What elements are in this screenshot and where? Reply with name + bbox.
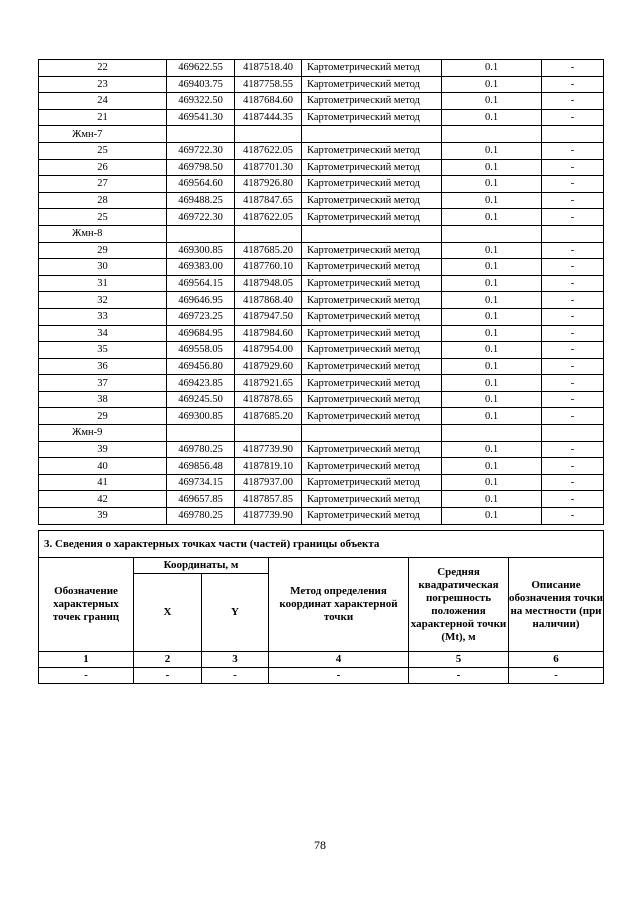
empty-cell [167,425,235,442]
group-label-row [39,126,604,143]
y-coordinate: 4187878.65 [235,391,302,408]
x-coordinate: 469383.00 [167,259,235,276]
method: Картометрический метод [302,474,442,491]
mt-value: 0.1 [442,308,542,325]
value-6: - [509,668,604,684]
value-4: - [269,668,409,684]
mt-value: 0.1 [442,159,542,176]
x-coordinate: 469488.25 [167,192,235,209]
value-2: - [134,668,202,684]
col-number-6: 6 [509,652,604,668]
point-id: 29 [39,408,167,425]
y-coordinate: 4187984.60 [235,325,302,342]
method: Картометрический метод [302,408,442,425]
point-id: 21 [39,109,167,126]
col-number-4: 4 [269,652,409,668]
mt-value: 0.1 [442,325,542,342]
header-y: Y [202,574,269,652]
x-coordinate: 469798.50 [167,159,235,176]
col-number-2: 2 [134,652,202,668]
description: - [542,325,604,342]
description: - [542,342,604,359]
x-coordinate: 469657.85 [167,491,235,508]
value-3: - [202,668,269,684]
y-coordinate: 4187948.05 [235,275,302,292]
empty-cell [542,126,604,143]
x-coordinate: 469622.55 [167,60,235,77]
method: Картометрический метод [302,93,442,110]
description: - [542,259,604,276]
point-id: 39 [39,508,167,525]
method: Картометрический метод [302,458,442,475]
method: Картометрический метод [302,60,442,77]
y-coordinate: 4187954.00 [235,342,302,359]
point-id: 24 [39,93,167,110]
method: Картометрический метод [302,275,442,292]
header-x: X [134,574,202,652]
x-coordinate: 469780.25 [167,508,235,525]
table-row [39,142,604,159]
header-description: Описание обозначения точки на местности (при наличии) [509,558,604,652]
mt-value: 0.1 [442,76,542,93]
mt-value: 0.1 [442,93,542,110]
y-coordinate: 4187758.55 [235,76,302,93]
empty-cell [235,225,302,242]
page-number: 78 [314,838,326,852]
y-coordinate: 4187819.10 [235,458,302,475]
description: - [542,508,604,525]
y-coordinate: 4187857.85 [235,491,302,508]
method: Картометрический метод [302,375,442,392]
value-1: - [39,668,134,684]
x-coordinate: 469245.50 [167,391,235,408]
col-number-1: 1 [39,652,134,668]
mt-value: 0.1 [442,142,542,159]
method: Картометрический метод [302,308,442,325]
empty-cell [442,225,542,242]
mt-value: 0.1 [442,375,542,392]
method: Картометрический метод [302,325,442,342]
description: - [542,308,604,325]
point-id: 35 [39,342,167,359]
section3-table [38,530,604,684]
point-id: 26 [39,159,167,176]
empty-cell [167,225,235,242]
mt-value: 0.1 [442,275,542,292]
section3-numbers-row [39,652,604,668]
mt-value: 0.1 [442,391,542,408]
table-row [39,491,604,508]
y-coordinate: 4187701.30 [235,159,302,176]
section3-values-row [39,668,604,684]
header-method: Метод определения координат характерной точки [269,558,409,652]
description: - [542,458,604,475]
y-coordinate: 4187622.05 [235,142,302,159]
method: Картометрический метод [302,292,442,309]
x-coordinate: 469734.15 [167,474,235,491]
description: - [542,109,604,126]
point-id: 38 [39,391,167,408]
coordinates-table-body [39,60,604,525]
x-coordinate: 469723.25 [167,308,235,325]
description: - [542,391,604,408]
x-coordinate: 469856.48 [167,458,235,475]
table-row [39,441,604,458]
point-id: 22 [39,60,167,77]
description: - [542,142,604,159]
point-id: 29 [39,242,167,259]
y-coordinate: 4187685.20 [235,242,302,259]
x-coordinate: 469300.85 [167,242,235,259]
y-coordinate: 4187739.90 [235,508,302,525]
description: - [542,441,604,458]
mt-value: 0.1 [442,408,542,425]
y-coordinate: 4187760.10 [235,259,302,276]
mt-value: 0.1 [442,109,542,126]
table-row [39,259,604,276]
mt-value: 0.1 [442,458,542,475]
value-5: - [409,668,509,684]
description: - [542,76,604,93]
y-coordinate: 4187921.65 [235,375,302,392]
description: - [542,176,604,193]
mt-value: 0.1 [442,209,542,226]
table-row [39,176,604,193]
table-row [39,93,604,110]
group-label: Жмн-7 [39,126,167,143]
point-id: 37 [39,375,167,392]
table-row [39,159,604,176]
point-id: 25 [39,142,167,159]
x-coordinate: 469300.85 [167,408,235,425]
y-coordinate: 4187739.90 [235,441,302,458]
point-id: 39 [39,441,167,458]
description: - [542,209,604,226]
group-label: Жмн-8 [39,225,167,242]
x-coordinate: 469646.95 [167,292,235,309]
empty-cell [542,225,604,242]
empty-cell [442,126,542,143]
mt-value: 0.1 [442,342,542,359]
table-row [39,242,604,259]
empty-cell [302,425,442,442]
description: - [542,275,604,292]
x-coordinate: 469322.50 [167,93,235,110]
x-coordinate: 469456.80 [167,358,235,375]
mt-value: 0.1 [442,176,542,193]
method: Картометрический метод [302,358,442,375]
method: Картометрический метод [302,209,442,226]
method: Картометрический метод [302,176,442,193]
table-row [39,325,604,342]
point-id: 30 [39,259,167,276]
x-coordinate: 469403.75 [167,76,235,93]
description: - [542,292,604,309]
mt-value: 0.1 [442,242,542,259]
description: - [542,60,604,77]
group-label-row [39,425,604,442]
x-coordinate: 469780.25 [167,441,235,458]
point-id: 23 [39,76,167,93]
method: Картометрический метод [302,441,442,458]
table-row [39,292,604,309]
description: - [542,375,604,392]
group-label-row [39,225,604,242]
mt-value: 0.1 [442,192,542,209]
coordinates-table [38,59,604,525]
table-row [39,60,604,77]
col-number-3: 3 [202,652,269,668]
table-row [39,76,604,93]
mt-value: 0.1 [442,259,542,276]
point-id: 31 [39,275,167,292]
description: - [542,242,604,259]
description: - [542,491,604,508]
method: Картометрический метод [302,259,442,276]
section3-header-row-1 [39,558,604,574]
x-coordinate: 469684.95 [167,325,235,342]
x-coordinate: 469722.30 [167,209,235,226]
y-coordinate: 4187947.50 [235,308,302,325]
description: - [542,192,604,209]
mt-value: 0.1 [442,60,542,77]
y-coordinate: 4187937.00 [235,474,302,491]
method: Картометрический метод [302,391,442,408]
y-coordinate: 4187847.65 [235,192,302,209]
y-coordinate: 4187518.40 [235,60,302,77]
x-coordinate: 469423.85 [167,375,235,392]
header-mt: Средняя квадратическая погрешность положения характерной точки (Mt), м [409,558,509,652]
empty-cell [167,126,235,143]
empty-cell [442,425,542,442]
x-coordinate: 469558.05 [167,342,235,359]
x-coordinate: 469564.60 [167,176,235,193]
description: - [542,408,604,425]
method: Картометрический метод [302,142,442,159]
empty-cell [235,425,302,442]
mt-value: 0.1 [442,491,542,508]
description: - [542,474,604,491]
x-coordinate: 469564.15 [167,275,235,292]
col-number-5: 5 [409,652,509,668]
table-row [39,408,604,425]
method: Картометрический метод [302,76,442,93]
mt-value: 0.1 [442,441,542,458]
point-id: 27 [39,176,167,193]
y-coordinate: 4187868.40 [235,292,302,309]
mt-value: 0.1 [442,508,542,525]
point-id: 32 [39,292,167,309]
table-row [39,458,604,475]
mt-value: 0.1 [442,292,542,309]
header-coordinates-group: Координаты, м [134,558,269,574]
x-coordinate: 469541.30 [167,109,235,126]
point-id: 28 [39,192,167,209]
point-id: 25 [39,209,167,226]
table-row [39,508,604,525]
table-row [39,474,604,491]
method: Картометрический метод [302,508,442,525]
table-row [39,275,604,292]
y-coordinate: 4187684.60 [235,93,302,110]
point-id: 36 [39,358,167,375]
section3-title-row [39,531,604,558]
table-row [39,342,604,359]
y-coordinate: 4187926.80 [235,176,302,193]
header-designation: Обозначение характерных точек границ [39,558,134,652]
y-coordinate: 4187929.60 [235,358,302,375]
point-id: 40 [39,458,167,475]
point-id: 33 [39,308,167,325]
section3-title: 3. Сведения о характерных точках части (частей) границы объекта [39,531,604,558]
table-row [39,358,604,375]
method: Картометрический метод [302,109,442,126]
table-row [39,375,604,392]
table-row [39,209,604,226]
description: - [542,93,604,110]
table-row [39,391,604,408]
mt-value: 0.1 [442,358,542,375]
table-row [39,308,604,325]
point-id: 41 [39,474,167,491]
method: Картометрический метод [302,159,442,176]
mt-value: 0.1 [442,474,542,491]
y-coordinate: 4187444.35 [235,109,302,126]
method: Картометрический метод [302,491,442,508]
y-coordinate: 4187685.20 [235,408,302,425]
table-row [39,192,604,209]
method: Картометрический метод [302,242,442,259]
description: - [542,159,604,176]
method: Картометрический метод [302,342,442,359]
table-row [39,109,604,126]
empty-cell [542,425,604,442]
description: - [542,358,604,375]
group-label: Жмн-9 [39,425,167,442]
point-id: 42 [39,491,167,508]
method: Картометрический метод [302,192,442,209]
y-coordinate: 4187622.05 [235,209,302,226]
empty-cell [302,126,442,143]
empty-cell [235,126,302,143]
x-coordinate: 469722.30 [167,142,235,159]
empty-cell [302,225,442,242]
point-id: 34 [39,325,167,342]
